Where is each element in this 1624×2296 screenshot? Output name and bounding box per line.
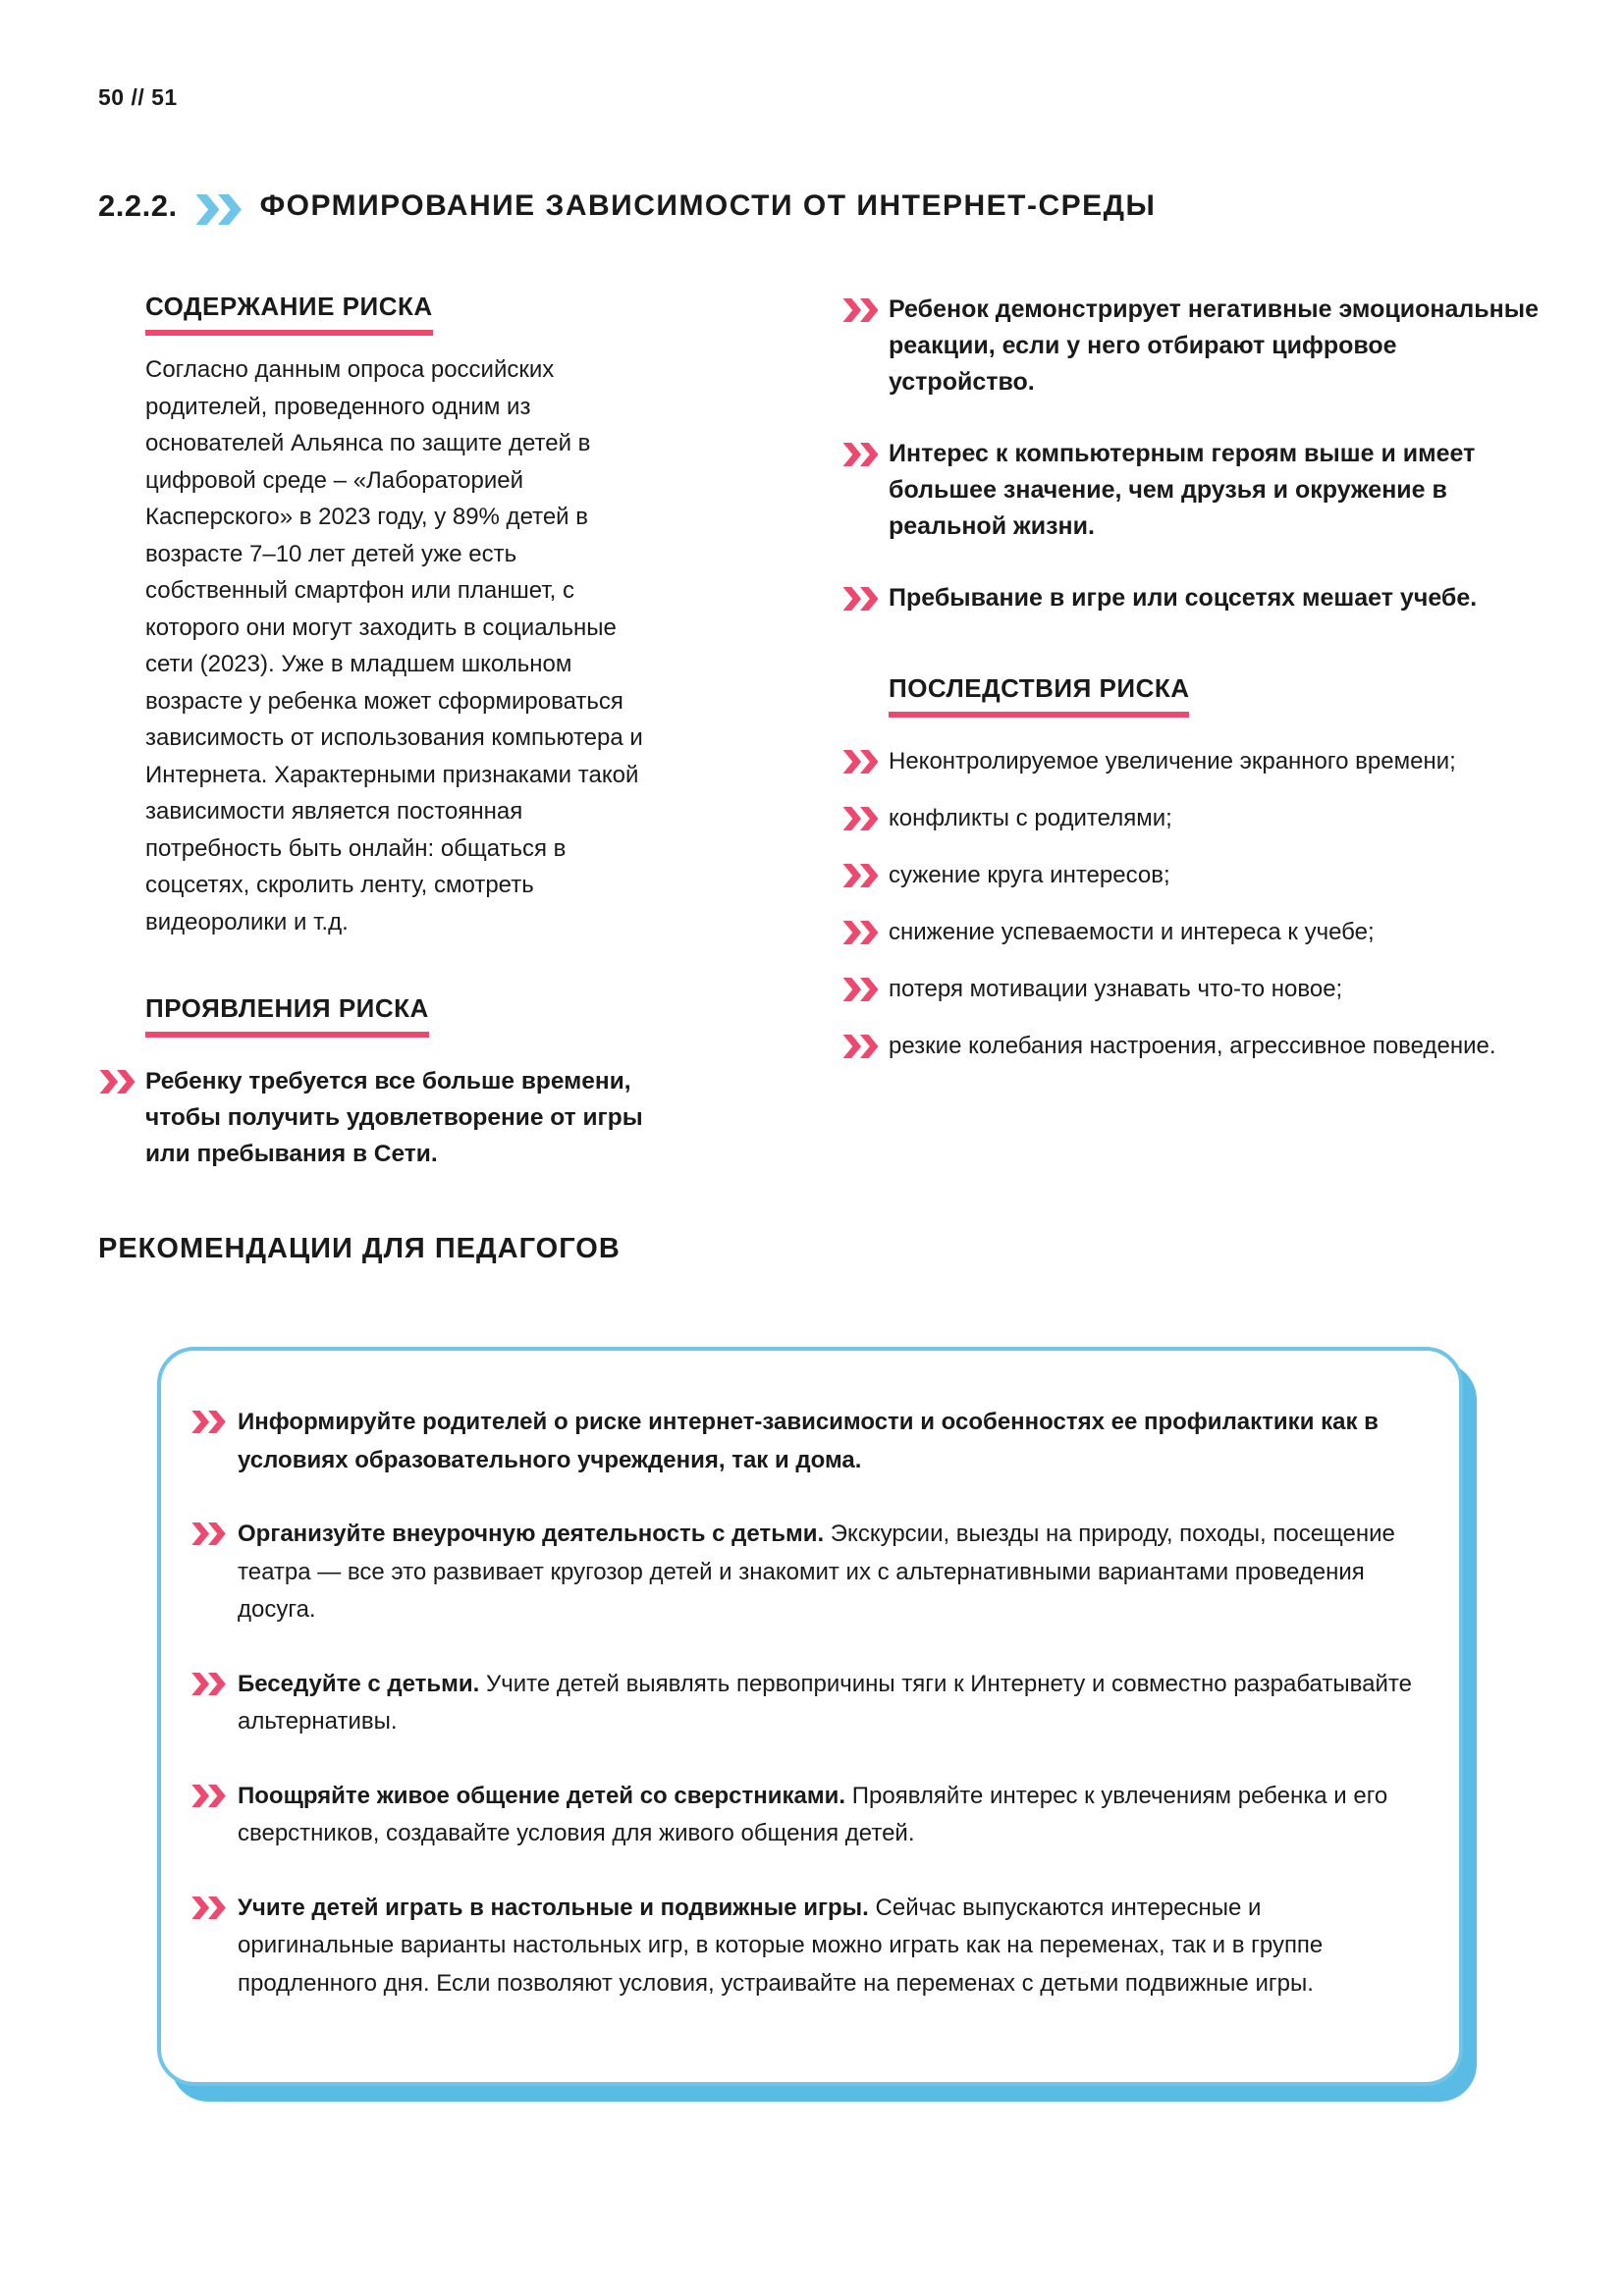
consequences-heading: ПОСЛЕДСТВИЯ РИСКА: [889, 673, 1189, 718]
chevron-bullet-icon: [841, 436, 889, 466]
chevron-bullet-icon: [98, 1063, 145, 1094]
recommendation-text: [238, 1404, 1416, 1479]
chevron-bullet-icon: [841, 971, 889, 1001]
list-item: [889, 436, 1541, 545]
section-heading: [98, 187, 1162, 225]
recommendation-rest: Проявляйте интерес к увлечениям ребенка и его сверстников, создавайте условия для живого общения детей.: [238, 1782, 1388, 1846]
chevron-bullet-icon: [190, 1778, 238, 1807]
recommendation-rest: Экскурсии, выезды на природу, походы, посещение театра — все это развивает кругозор детей и знакомит их с альтернативными вариантами проведения досуга.: [238, 1521, 1395, 1623]
chevron-bullet-icon: [190, 1516, 238, 1545]
recommendation-lead: Организуйте внеурочную деятельность с детьми.: [238, 1521, 825, 1547]
page-number: 50 // 51: [98, 84, 178, 110]
list-item: [889, 971, 1541, 1007]
chevron-bullet-icon: [841, 857, 889, 887]
bullet-text: Ребенку требуется все больше времени, чтобы получить удовлетворение от игры или пребывания в Сети.: [145, 1068, 643, 1167]
list-item: [145, 1063, 650, 1172]
recommendation-item: [238, 1404, 1416, 1479]
consequences-list: [889, 743, 1541, 1064]
risk-columns: [98, 292, 1542, 1172]
recommendation-lead: Поощряйте живое общение детей со сверстниками.: [238, 1782, 846, 1809]
bullet-text: резкие колебания настроения, агрессивное поведение.: [889, 1033, 1496, 1059]
bullet-text: Пребывание в игре или соцсетях мешает учебе.: [889, 584, 1478, 612]
chevron-bullet-icon: [841, 743, 889, 774]
recommendation-item: [238, 1516, 1416, 1629]
recommendation-text: [238, 1890, 1416, 2003]
right-column: [841, 292, 1541, 1172]
bullet-text: потеря мотивации узнавать что-то новое;: [889, 976, 1343, 1002]
chevron-bullet-icon: [841, 580, 889, 611]
chevron-bullet-icon: [190, 1890, 238, 1919]
list-item: [889, 914, 1541, 950]
section-number: 2.2.2.: [98, 188, 178, 223]
bullet-text: Ребенок демонстрирует негативные эмоциональные реакции, если у него отбирают цифровое устройство.: [889, 295, 1539, 396]
recommendation-lead: Учите детей играть в настольные и подвижные игры.: [238, 1894, 869, 1921]
recommendation-lead: Беседуйте с детьми.: [238, 1670, 480, 1697]
bullet-text: Неконтролируемое увеличение экранного времени;: [889, 748, 1456, 774]
bullet-text: конфликты с родителями;: [889, 805, 1172, 831]
list-item: [889, 800, 1541, 836]
recommendations-heading: РЕКОМЕНДАЦИИ ДЛЯ ПЕДАГОГОВ: [98, 1233, 621, 1264]
list-item: [889, 292, 1541, 400]
bullet-text: сужение круга интересов;: [889, 862, 1170, 888]
list-item: [889, 1028, 1541, 1064]
chevron-bullet-icon: [190, 1404, 238, 1433]
chevron-bullet-icon: [841, 1028, 889, 1058]
recommendation-item: [238, 1778, 1416, 1853]
recommendation-item: [238, 1666, 1416, 1741]
recommendations-box: [157, 1347, 1463, 2086]
list-item: [889, 857, 1541, 893]
chevron-bullet-icon: [841, 292, 889, 322]
double-chevron-icon: [193, 187, 243, 225]
content-risk-paragraph: Согласно данным опроса российских родителей, проведенного одним из основателей Альянса по защите детей в цифровой среде – «Лабораторией Касперского» в 2023 году, у 89% детей в возрасте 7–10 лет детей уже есть собственный смартфон или планшет, с которого они могут заходить в социальные сети (2023). Уже в младшем школьном возрасте у ребенка может сформироваться зависимость от использования компьютера и Интернета. Характерными признаками такой зависимости является постоянная потребность быть онлайн: общаться в соцсетях, скролить ленту, смотреть видеоролики и т.д.: [145, 356, 643, 935]
recommendation-rest: Сейчас выпускаются интересные и оригинальные варианты настольных игр, в которые можно играть как на переменах, так и в группе продленного дня. Если позволяют условия, устраивайте на переменах с детьми подвижные игры.: [238, 1894, 1324, 1997]
list-item: [889, 743, 1541, 779]
chevron-bullet-icon: [190, 1666, 238, 1695]
chevron-bullet-icon: [841, 914, 889, 944]
recommendation-lead: Информируйте родителей о риске интернет-зависимости и особенностях ее профилактики как в условиях образовательного учреждения, так и дома.: [238, 1409, 1379, 1473]
section-title: ФОРМИРОВАНИЕ ЗАВИСИМОСТИ ОТ ИНТЕРНЕТ-СРЕДЫ: [258, 187, 1163, 223]
recommendation-text: [238, 1516, 1416, 1629]
bullet-text: Интерес к компьютерным героям выше и имеет большее значение, чем друзья и окружение в реальной жизни.: [889, 440, 1476, 540]
chevron-bullet-icon: [841, 800, 889, 830]
recommendation-text: [238, 1778, 1416, 1853]
left-column: [98, 292, 650, 1172]
recommendation-text: [238, 1666, 1416, 1741]
manifestations-heading: ПРОЯВЛЕНИЯ РИСКА: [145, 993, 429, 1038]
list-item: [889, 580, 1541, 616]
recommendation-rest: Учите детей выявлять первопричины тяги к Интернету и совместно разрабатывайте альтернативы.: [238, 1670, 1412, 1735]
content-risk-heading: СОДЕРЖАНИЕ РИСКА: [145, 292, 433, 336]
bullet-text: снижение успеваемости и интереса к учебе;: [889, 919, 1375, 945]
recommendation-item: [238, 1890, 1416, 2003]
